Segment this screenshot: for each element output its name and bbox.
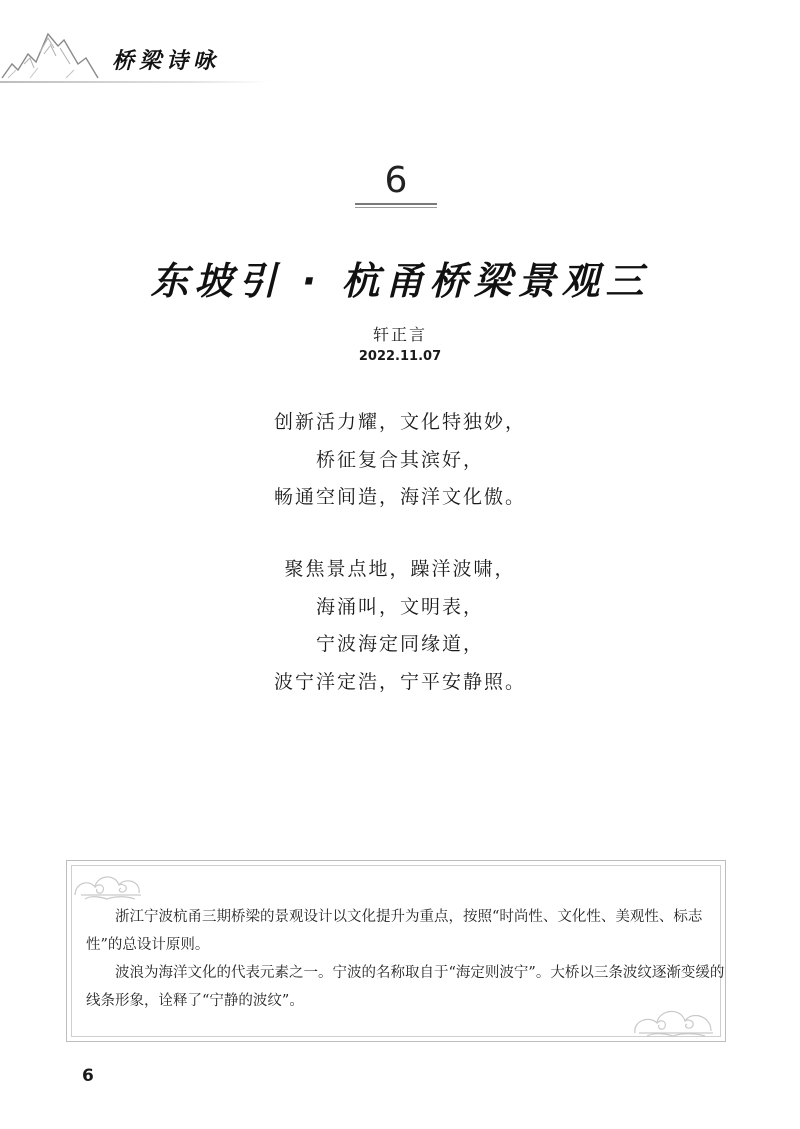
page-number: 6 bbox=[82, 1066, 94, 1086]
poem-line: 海涌叫，文明表， bbox=[315, 595, 484, 618]
poem-line: 波宁洋定浩，宁平安静照。 bbox=[273, 670, 526, 693]
poem-date: 2022.11.07 bbox=[358, 349, 442, 364]
poem-line: 创新活力耀，文化特独妙， bbox=[273, 411, 526, 433]
header-divider bbox=[0, 81, 270, 83]
chapter-number: 6 bbox=[384, 160, 408, 201]
poem-line: 桥征复合其滨好， bbox=[315, 448, 484, 471]
poem-stanza-1 bbox=[0, 404, 800, 517]
poem-title: 东坡引 · 杭甬桥梁景观三 bbox=[150, 259, 650, 303]
chapter-underline-thin bbox=[355, 207, 437, 208]
note-text bbox=[86, 903, 726, 1015]
note-paragraph: 浙江宁波杭甬三期桥梁的景观设计以文化提升为重点，按照“时尚性、文化性、美观性、标志性”的总设计原则。 bbox=[86, 909, 703, 953]
mountain-range-icon bbox=[0, 24, 100, 80]
section-title: 桥梁诗咏 bbox=[112, 49, 221, 74]
poem-line: 宁波海定同缘道， bbox=[315, 633, 484, 655]
note-paragraph: 波浪为海洋文化的代表元素之一。宁波的名称取自于“海定则波宁”。大桥以三条波纹逐渐变缓的线条形象，诠释了“宁静的波纹”。 bbox=[86, 965, 725, 1009]
chapter-underline bbox=[355, 203, 437, 205]
poem-line: 畅通空间造，海洋文化傲。 bbox=[273, 486, 526, 508]
poem-author: 轩正言 bbox=[372, 325, 427, 344]
poem-stanza-2 bbox=[0, 551, 800, 701]
auspicious-cloud-icon bbox=[71, 865, 151, 901]
poem-line: 聚焦景点地，躁洋波啸， bbox=[284, 558, 516, 580]
page-header bbox=[0, 0, 800, 90]
